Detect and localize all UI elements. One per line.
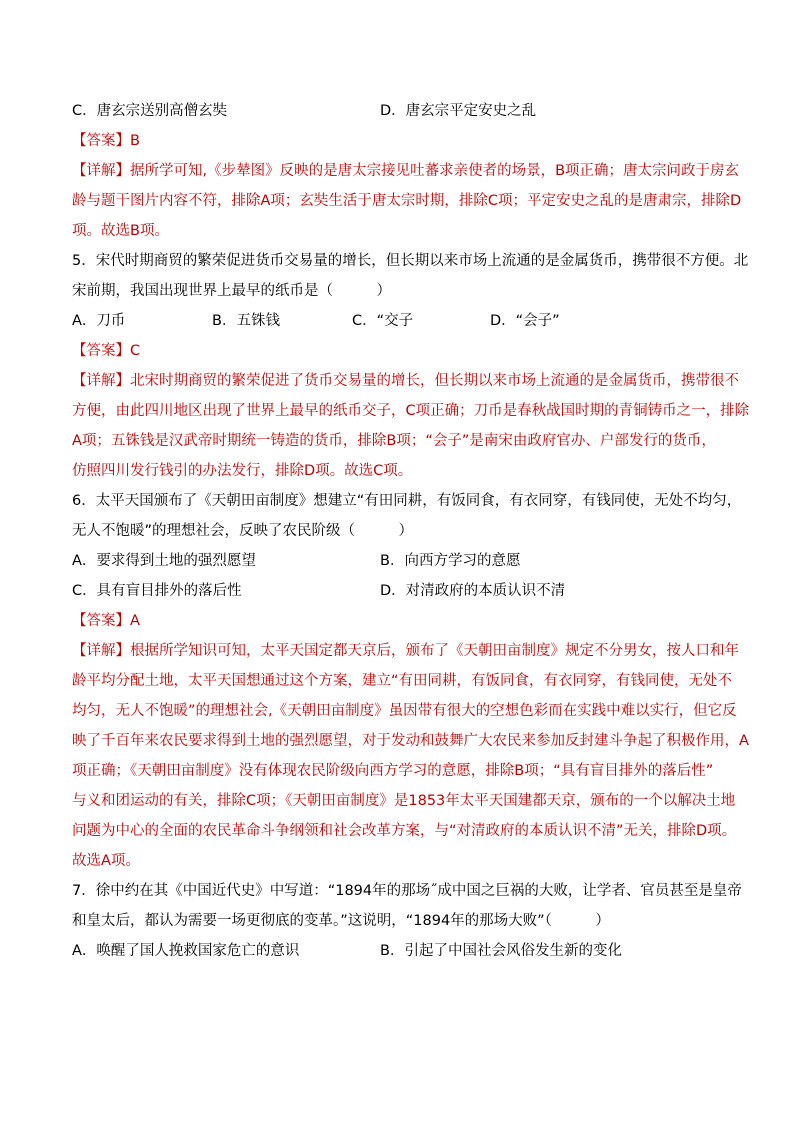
document-page [72, 96, 750, 966]
q6-option-b: B．向西方学习的意愿 [380, 553, 521, 569]
q6-option-a: A．要求得到土地的强烈愿望 [72, 553, 256, 569]
q4-detail-line-1: 【详解】据所学可知,《步辇图》反映的是唐太宗接见吐蕃求亲使者的场景，B项正确；唐太宗问政于房玄 [72, 163, 740, 179]
q4-options-row [72, 96, 732, 126]
q5-answer [72, 336, 732, 366]
detail-label: 【详解】 [72, 163, 130, 179]
q5-option-c: C．“交子 [352, 313, 414, 329]
q6-detail-line-8: 故选A项。 [72, 853, 140, 869]
q4-option-c: C．唐玄宗送别高僧玄奘 [72, 103, 228, 119]
q6-detail-line-6: 与义和团运动的有关，排除C项；《天朝田亩制度》是1853年太平天国建都天京，颁布的一个以解决土地 [72, 793, 736, 809]
q4-option-d: D．唐玄宗平定安史之乱 [380, 103, 537, 119]
q5-option-b: B．五铢钱 [212, 313, 280, 329]
answer-label: 【答案】 [72, 613, 130, 629]
q6-detail-line-1: 【详解】根据所学知识可知，太平天国定都天京后，颁布了《天朝田亩制度》规定不分男女，按人口和年 [72, 643, 739, 659]
detail-label: 【详解】 [72, 373, 130, 389]
q7-option-b: B．引起了中国社会风俗发生新的变化 [380, 943, 622, 959]
q6-detail-line-7: 问题为中心的全面的农民革命斗争纲领和社会改革方案，与“对清政府的本质认识不清”无关，排除D项。 [72, 823, 737, 839]
q6-stem-line-2: 无人不饱暖”的理想社会，反映了农民阶级（ ） [72, 523, 414, 539]
q5-stem-line-1: 5．宋代时期商贸的繁荣促进货币交易量的增长，但长期以来市场上流通的是金属货币，携带很不方便。北 [72, 253, 749, 269]
q5-detail-line-3: A项；五铢钱是汉武帝时期统一铸造的货币，排除B项；“会子”是南宋由政府官办、户部发行的货币， [72, 433, 716, 449]
q5-detail-line-4: 仿照四川发行钱引的办法发行，排除D项。故选C项。 [72, 463, 413, 479]
q6-detail-line-2: 龄平均分配土地，太平天国想通过这个方案，建立“有田同耕，有饭同食，有衣同穿，有钱同使，无处不 [72, 673, 733, 689]
q5-detail-line-1: 【详解】北宋时期商贸的繁荣促进了货币交易量的增长，但长期以来市场上流通的是金属货币，携带很不 [72, 373, 739, 389]
q6-detail-line-4: 映了千百年来农民要求得到土地的强烈愿望，对于发动和鼓舞广大农民来参加反封建斗争起了积极作用，A [72, 733, 749, 749]
q7-options-row [72, 936, 732, 966]
q4-answer [72, 126, 732, 156]
q6-detail-line-3: 均匀，无人不饱暖”的理想社会,《天朝田亩制度》虽因带有很大的空想色彩而在实践中难以实行，但它反 [72, 703, 737, 719]
answer-value: C [130, 343, 141, 359]
q4-detail-line-2: 龄与题干图片内容不符，排除A项；玄奘生活于唐太宗时期，排除C项；平定安史之乱的是唐肃宗，排除D [72, 193, 742, 209]
q6-stem-line-1: 6．太平天国颁布了《天朝田亩制度》想建立“有田同耕，有饭同食，有衣同穿，有钱同使，无处不均匀， [72, 493, 742, 509]
answer-value: B [130, 133, 140, 149]
q5-stem-line-2: 宋前期，我国出现世界上最早的纸币是（ ） [72, 283, 391, 299]
q5-options-row [72, 306, 732, 336]
q6-detail-line-5: 项正确；《天朝田亩制度》没有体现农民阶级向西方学习的意愿，排除B项；“具有盲目排外的落后性” [72, 763, 714, 779]
q4-detail-line-3: 项。故选B项。 [72, 223, 169, 239]
q6-option-d: D．对清政府的本质认识不清 [380, 583, 566, 599]
q6-answer [72, 606, 732, 636]
q7-stem-line-2: 和皇太后，都认为需要一场更彻底的变革。”这说明，“1894年的那场大败”（ ） [72, 913, 610, 929]
answer-value: A [130, 613, 140, 629]
answer-label: 【答案】 [72, 133, 130, 149]
q5-option-d: D．“会子” [490, 313, 560, 329]
q6-options-row-2 [72, 576, 732, 606]
q6-options-row-1 [72, 546, 732, 576]
detail-label: 【详解】 [72, 643, 130, 659]
q5-option-a: A．刀币 [72, 313, 126, 329]
q7-option-a: A．唤醒了国人挽救国家危亡的意识 [72, 943, 300, 959]
answer-label: 【答案】 [72, 343, 130, 359]
q7-stem-line-1: 7．徐中约在其《中国近代史》中写道：“1894年的那场˝成中国之巨祸的大败，让学者、官员甚至是皇帝 [72, 883, 742, 899]
q6-option-c: C．具有盲目排外的落后性 [72, 583, 242, 599]
q5-detail-line-2: 方便，由此四川地区出现了世界上最早的纸币交子，C项正确；刀币是春秋战国时期的青铜铸币之一，排除 [72, 403, 750, 419]
